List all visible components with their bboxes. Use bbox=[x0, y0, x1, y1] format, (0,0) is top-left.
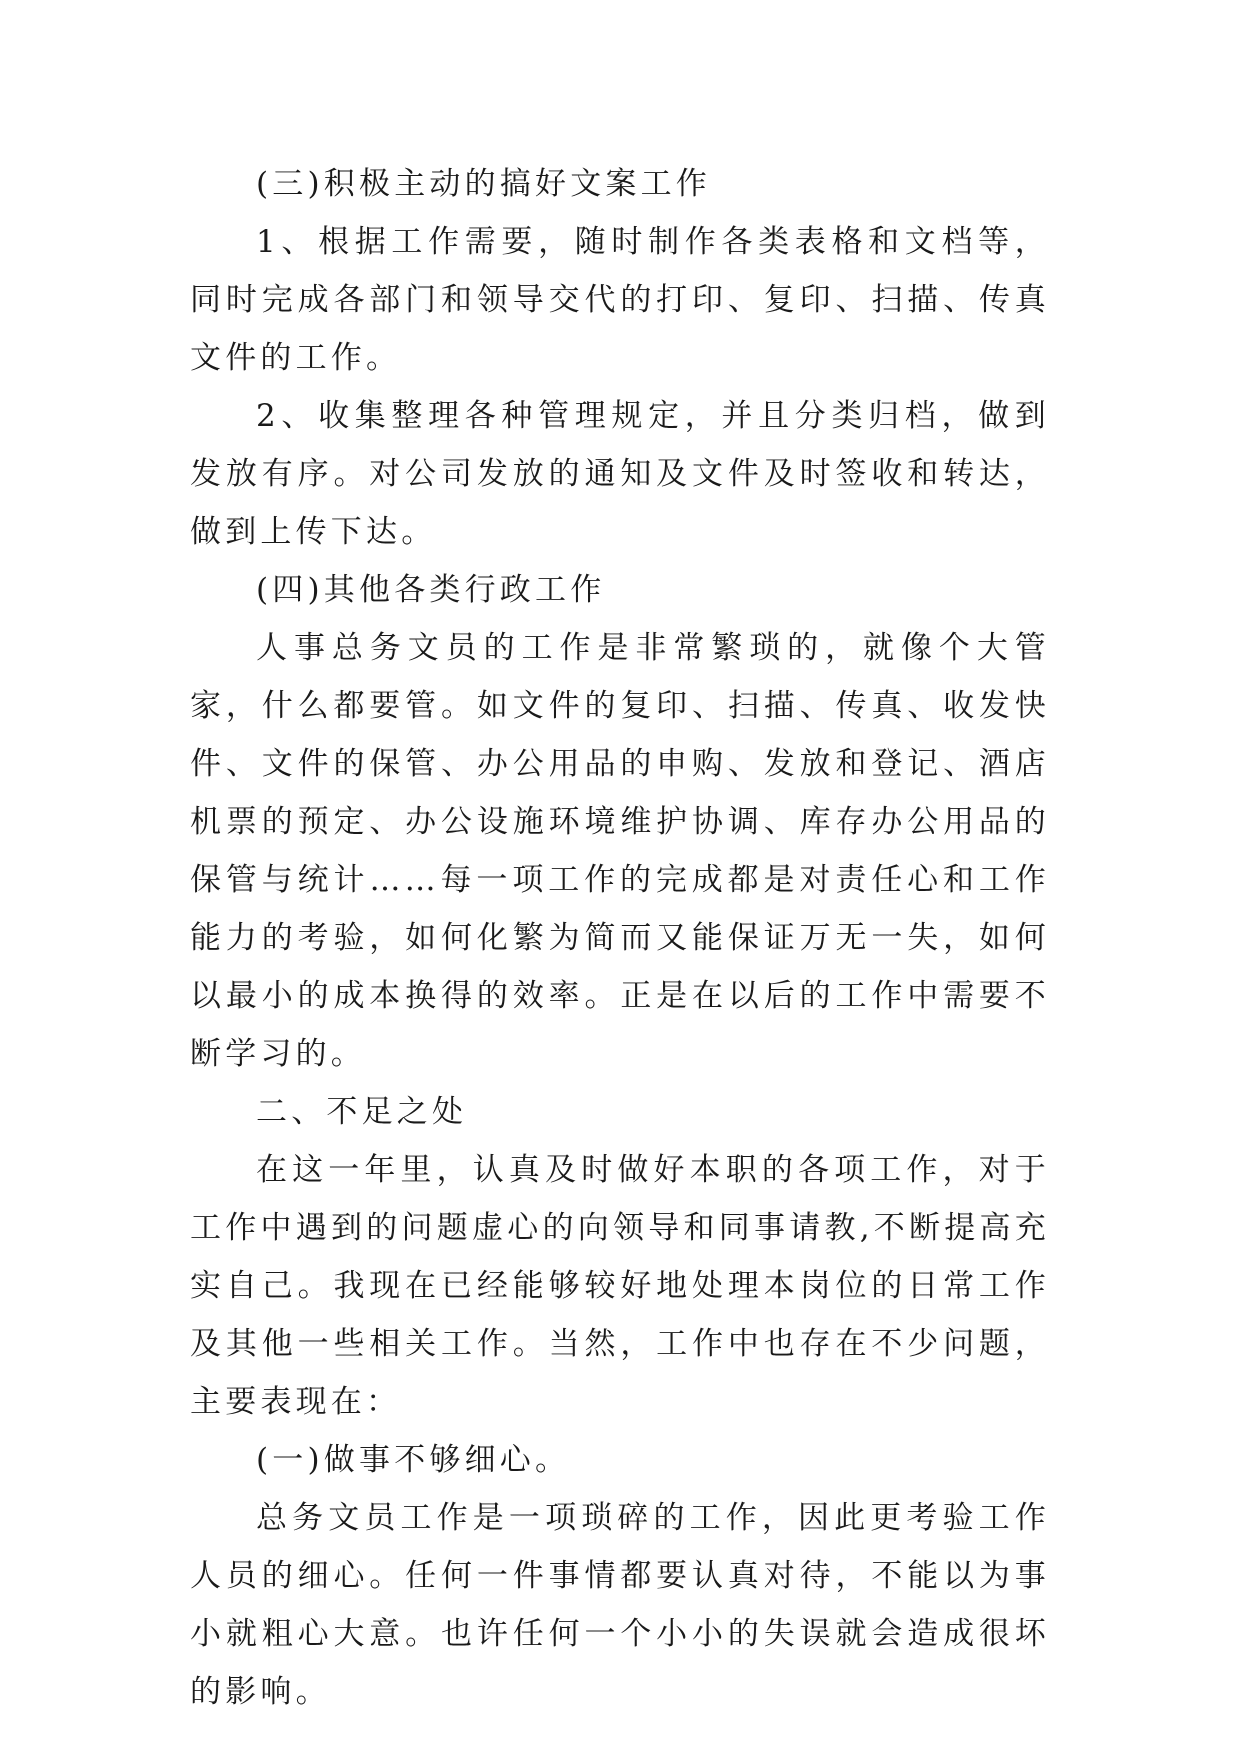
paragraph-item-2: 2、收集整理各种管理规定，并且分类归档，做到发放有序。对公司发放的通知及文件及时签收和转达，做到上传下达。 bbox=[190, 398, 1050, 550]
section-heading-3: (三)积极主动的搞好文案工作 bbox=[256, 166, 711, 202]
paragraph-year-summary: 在这一年里，认真及时做好本职的各项工作，对于工作中遇到的问题虚心的向领导和同事请教,不断提高充实自己。我现在已经能够较好地处理本岗位的日常工作及其他一些相关工作。当然，工作中也存在不少问题，主要表现在： bbox=[190, 1152, 1050, 1420]
paragraph-admin-work: 人事总务文员的工作是非常繁琐的，就像个大管家，什么都要管。如文件的复印、扫描、传真、收发快件、文件的保管、办公用品的申购、发放和登记、酒店机票的预定、办公设施环境维护协调、库存办公用品的保管与统计……每一项工作的完成都是对责任心和工作能力的考验，如何化繁为简而又能保证万无一失，如何以最小的成本换得的效率。正是在以后的工作中需要不断学习的。 bbox=[190, 630, 1050, 1072]
section-heading-shortcomings: 二、不足之处 bbox=[256, 1094, 468, 1130]
document-body bbox=[190, 155, 1050, 1721]
subheading-not-careful: (一)做事不够细心。 bbox=[256, 1442, 571, 1478]
paragraph-item-1: 1、根据工作需要，随时制作各类表格和文档等，同时完成各部门和领导交代的打印、复印、扫描、传真文件的工作。 bbox=[190, 224, 1050, 376]
paragraph-carefulness: 总务文员工作是一项琐碎的工作，因此更考验工作人员的细心。任何一件事情都要认真对待，不能以为事小就粗心大意。也许任何一个小小的失误就会造成很坏的影响。 bbox=[190, 1500, 1050, 1710]
section-heading-4: (四)其他各类行政工作 bbox=[256, 572, 606, 608]
